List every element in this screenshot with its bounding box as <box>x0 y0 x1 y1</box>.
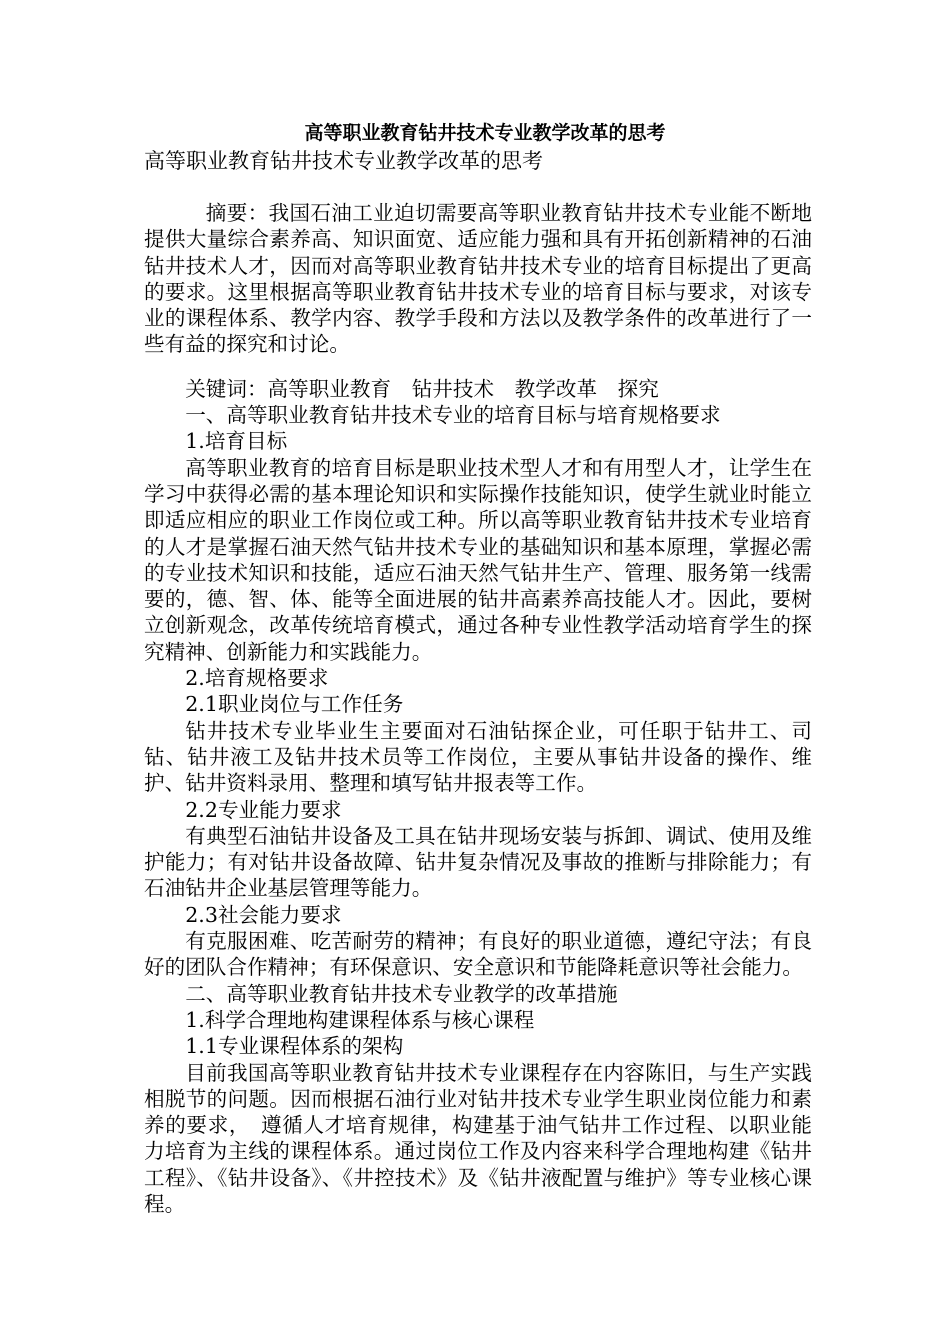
body-paragraph: 钻井技术专业毕业生主要面对石油钻探企业，可任职于钻井工、司钻、钻井液工及钻井技术员等工作岗位，主要从事钻井设备的操作、维护、钻井资料录用、整理和填写钻井报表等工作。 <box>144 718 812 796</box>
document-subtitle: 高等职业教育钻井技术专业教学改革的思考 <box>144 149 543 173</box>
body-paragraph: 目前我国高等职业教育钻井技术专业课程存在内容陈旧，与生产实践相脱节的问题。因而根据石油行业对钻井技术专业学生职业岗位能力和素养的要求， 遵循人才培育规律，构建基于油气钻井工作过程、以职业能力培育为主线的课程体系。通过岗位工作及内容来科学合理地构建《钻井工程》、《钻井设备》、《井控技术》及《钻井液配置与维护》等专业核心课程。 <box>144 1060 812 1216</box>
document-page <box>144 120 812 1217</box>
document-title: 高等职业教育钻井技术专业教学改革的思考 <box>304 122 666 144</box>
subheading-curriculum: 1.科学合理地构建课程体系与核心课程 <box>185 1007 535 1032</box>
subheading-requirements: 2.培育规格要求 <box>185 666 329 691</box>
body-paragraph: 有典型石油钻井设备及工具在钻井现场安装与拆卸、调试、使用及维护能力；有对钻井设备故障、钻井复杂情况及事故的推断与排除能力；有石油钻井企业基层管理等能力。 <box>144 823 812 901</box>
body-paragraph: 高等职业教育的培育目标是职业技术型人才和有用型人才，让学生在学习中获得必需的基本理论知识和实际操作技能知识，使学生就业时能立即适应相应的职业工作岗位或工种。所以高等职业教育钻井技术专业培育的人才是掌握石油天然气钻井技术专业的基础知识和基本原理，掌握必需的专业技术知识和技能，适应石油天然气钻井生产、管理、服务第一线需要的，德、智、体、能等全面进展的钻井高素养高技能人才。因此，要树立创新观念，改革传统培育模式，通过各种专业性教学活动培育学生的探究精神、创新能力和实践能力。 <box>144 455 812 664</box>
section-heading-1: 一、高等职业教育钻井技术专业的培育目标与培育规格要求 <box>185 403 721 428</box>
subheading-training-goal: 1.培育目标 <box>185 429 288 454</box>
body-paragraph: 有克服困难、吃苦耐劳的精神；有良好的职业道德，遵纪守法；有良好的团队合作精神；有环保意识、安全意识和节能降耗意识等社会能力。 <box>144 929 812 980</box>
subheading-curriculum-framework: 1.1专业课程体系的架构 <box>185 1034 404 1059</box>
spacer <box>144 176 812 200</box>
subheading-professional-ability: 2.2专业能力要求 <box>185 797 342 822</box>
section-heading-2: 二、高等职业教育钻井技术专业教学的改革措施 <box>185 981 618 1006</box>
abstract-paragraph: 摘要：我国石油工业迫切需要高等职业教育钻井技术专业能不断地提供大量综合素养高、知识面宽、适应能力强和具有开拓创新精神的石油钻井技术人才，因而对高等职业教育钻井技术专业的培育目标提出了更高的要求。这里根据高等职业教育钻井技术专业的培育目标与要求，对该专业的课程体系、教学内容、教学手段和方法以及教学条件的改革进行了一些有益的探究和讨论。 <box>144 201 812 357</box>
spacer <box>144 358 812 376</box>
keywords-line: 关键词：高等职业教育 钻井技术 教学改革 探究 <box>185 376 659 401</box>
subheading-social-ability: 2.3社会能力要求 <box>185 902 342 927</box>
subheading-job-positions: 2.1职业岗位与工作任务 <box>185 692 404 717</box>
